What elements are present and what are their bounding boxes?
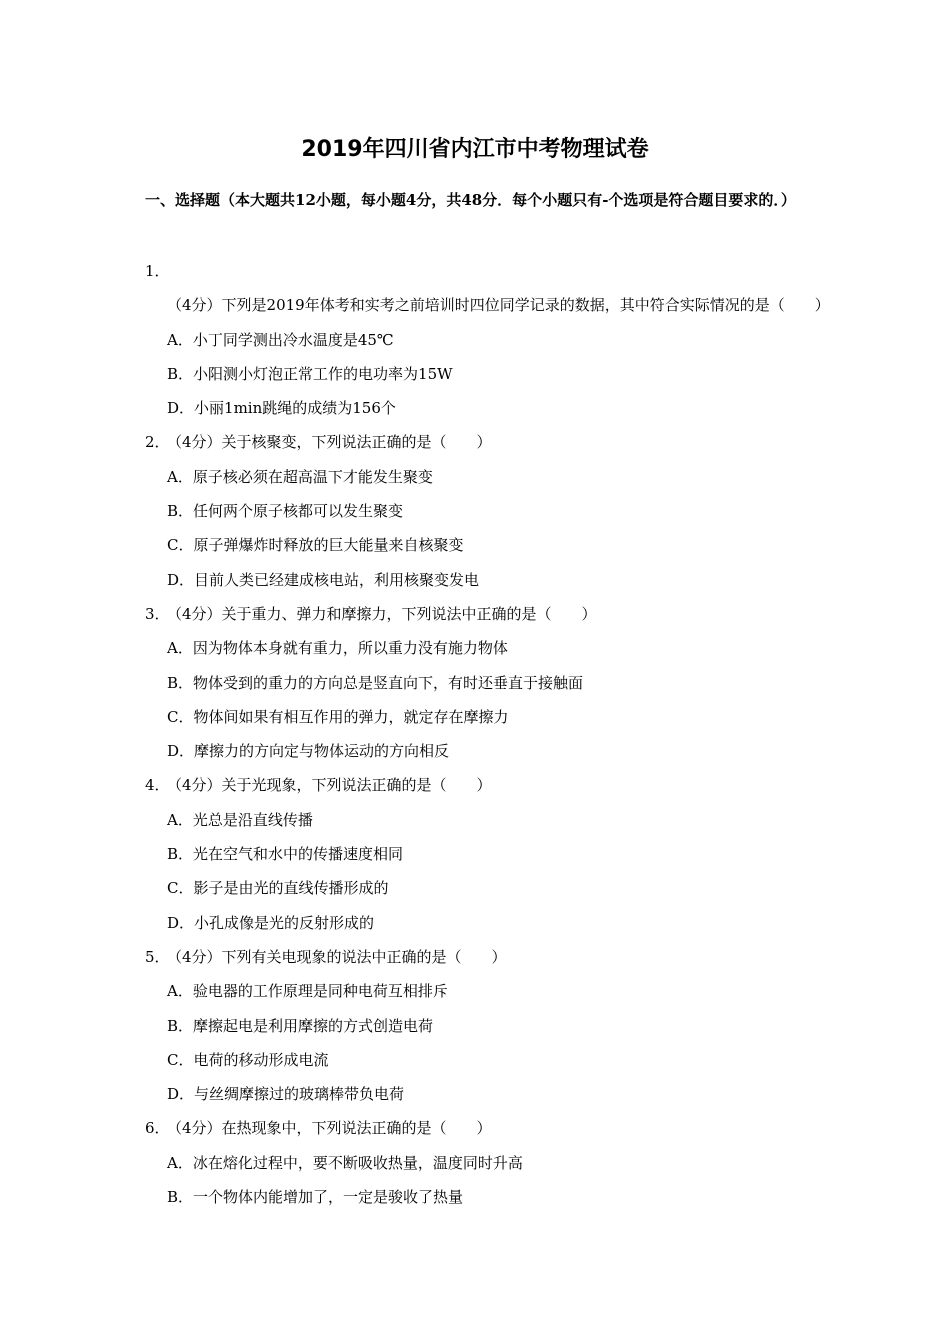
question-number: 3． xyxy=(145,604,170,623)
question-stem xyxy=(145,1111,825,1145)
question-stem xyxy=(145,768,825,802)
option-c: C．影子是由光的直线传播形成的 xyxy=(167,879,389,898)
question-stem xyxy=(145,940,825,974)
question-number: 1． xyxy=(145,262,170,280)
question-text: （4分）在热现象中，下列说法正确的是（ ） xyxy=(167,1119,492,1138)
option-c: C．原子弹爆炸时释放的巨大能量来自核聚变 xyxy=(167,536,464,555)
question-stem xyxy=(145,597,825,631)
option-b: B．摩擦起电是利用摩擦的方式创造电荷 xyxy=(167,1016,434,1035)
question-number: 6． xyxy=(145,1119,170,1138)
option-d: D．与丝绸摩擦过的玻璃棒带负电荷 xyxy=(167,1085,405,1104)
option-a: A．小丁同学测出冷水温度是45℃ xyxy=(167,330,394,349)
question-stem xyxy=(145,425,825,459)
question-text: （4分）下列是2019年体考和实考之前培训时四位同学记录的数据，其中符合实际情况的是（ ） xyxy=(167,296,830,315)
option-d: D．小孔成像是光的反射形成的 xyxy=(167,913,375,932)
question-number: 5． xyxy=(145,947,170,966)
section-heading: 一、选择题（本大题共12小题，每小题4分，共48分．每个小题只有-个选项是符合题目要求的．） xyxy=(145,191,796,209)
option-d: D．目前人类已经建成核电站，利用核聚变发电 xyxy=(167,570,480,589)
option-b: B．任何两个原子核都可以发生聚变 xyxy=(167,502,404,521)
question-stem xyxy=(145,254,830,323)
question-4 xyxy=(145,768,825,939)
exam-title: 2019年四川省内江市中考物理试卷 xyxy=(301,137,649,162)
question-list xyxy=(145,254,830,1214)
question-text: （4分）关于重力、弹力和摩擦力，下列说法中正确的是（ ） xyxy=(167,604,597,623)
option-d: D．摩擦力的方向定与物体运动的方向相反 xyxy=(167,742,450,761)
question-text: （4分）关于核聚变，下列说法正确的是（ ） xyxy=(167,433,492,452)
question-number: 4． xyxy=(145,776,170,795)
option-c: C．电荷的移动形成电流 xyxy=(167,1050,329,1069)
option-b: B．物体受到的重力的方向总是竖直向下，有时还垂直于接触面 xyxy=(167,673,584,692)
option-a: A．冰在熔化过程中，要不断吸收热量，温度同时升高 xyxy=(167,1153,523,1172)
option-d: D．小丽1min跳绳的成绩为156个 xyxy=(167,399,396,418)
question-text: （4分）关于光现象，下列说法正确的是（ ） xyxy=(167,776,492,795)
option-c: C．物体间如果有相互作用的弹力，就定存在摩擦力 xyxy=(167,707,509,726)
question-2 xyxy=(145,425,825,596)
question-number: 2． xyxy=(145,433,170,452)
option-b: B．光在空气和水中的传播速度相同 xyxy=(167,845,404,864)
question-3 xyxy=(145,597,825,768)
option-b: B．小阳测小灯泡正常工作的电功率为15W xyxy=(167,364,453,383)
option-a: A．因为物体本身就有重力，所以重力没有施力物体 xyxy=(167,639,508,658)
option-a: A．光总是沿直线传播 xyxy=(167,810,313,829)
question-5 xyxy=(145,940,825,1111)
question-1 xyxy=(145,254,830,425)
option-a: A．验电器的工作原理是同种电荷互相排斥 xyxy=(167,982,448,1001)
option-b: B．一个物体内能增加了，一定是骏收了热量 xyxy=(167,1188,464,1207)
question-text: （4分）下列有关电现象的说法中正确的是（ ） xyxy=(167,947,507,966)
question-6 xyxy=(145,1111,825,1214)
option-a: A．原子核必须在超高温下才能发生聚变 xyxy=(167,467,433,486)
